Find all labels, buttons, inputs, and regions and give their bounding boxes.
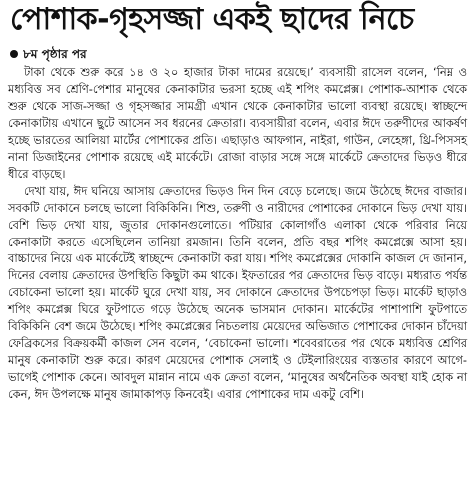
headline: পোশাক-গৃহসজ্জা একই ছাদের নিচে xyxy=(10,2,414,37)
article-paragraph: দেখা যায়, ঈদ ঘনিয়ে আসায় ক্রেতাদের ভিড়ও দিন দিন বেড়ে চলেছে। জমে উঠেছে ঈদের বাজার। সবকটি দোকানে চলছে ভালো বিকিকিনি। শিশু, তরুণী ও নারীদের পোশাকের দোকানে ভিড় দেখা যায়। বেশি ভিড় দেখা যায়, জুতার দোকানগুলোতে। পটিয়ার কোলাগাঁও এলাকা থেকে পরিবার নিয়ে কেনাকাটা করতে এসেছিলেন তানিয়া রমজান। তিনি বলেন, প্রতি বছর শপিং কমপ্লেক্সে আসা হয়। বাচ্চাদের নিয়ে এক মার্কেটেই স্বাচ্ছন্দে কেনাকাটা করা যায়। শপিং কমপ্লেক্সের দোকানি কাজল দে জানান, দিনের বেলায় ক্রেতাদের উপস্থিতি কিছুটা কম থাকে। ইফতারের পর ক্রেতাদের ভিড় বাড়ে। মধ্যরাত পর্যন্ত বেচাকেনা ভালো হয়। মার্কেট ঘুরে দেখা যায়, সব দোকানে ক্রেতাদের উপচেপড়া ভিড়। মার্কেট ছাড়াও শপিং কমপ্লেক্স ঘিরে ফুটপাতে গড়ে উঠেছে অনেক ভাসমান দোকান। মার্কেটের পাশাপাশি ফুটপাতে বিকিকিনি বেশ জমে উঠেছে। শপিং কমপ্লেক্সের নিচতলায় মেয়েদের অভিজাত পোশাকের দোকান চাঁদেয়া ফেব্রিকসের বিক্রয়কর্মী কাজল সেন বলেন, ‘বেচাকেনা ভালো। শবেবরাতের পর থেকে মধ্যবিত্ত শ্রেণির মানুষ কেনাকাটা শুরু করে। কারণ মেয়েদের পোশাক সেলাই ও টেইলারিংয়ের ব্যস্ততার কারণে আগে-ভাগেই পোশাক কেনে। আবদুল মান্নান নামে এক ক্রেতা বলেন, ‘মানুষের অর্থনৈতিক অবস্থা যাই হোক না কেন, ঈদ উপলক্ষে মানুষ জামাকাপড় কিনবেই। এবার পোশাকের দাম একটু বেশি। xyxy=(8,183,467,402)
article-paragraph: টাকা থেকে শুরু করে ১৪ ও ২০ হাজার টাকা দামের রয়েছে।’ ব্যবসায়ী রাসেল বলেন, ‘নিম্ন ও মধ্যবিত্ত সব শ্রেণি-পেশার মানুষের কেনাকাটার ভরসা হচ্ছে এই শপিং কমপ্লেক্স। পোশাক-আশাক থেকে শুরু থেকে সাজ-সজ্জা ও গৃহসজ্জার সামগ্রী এখান থেকে কেনাকাটার ভালো ব্যবস্থা রয়েছে। স্বাচ্ছন্দে কেনাকাটায় এখানে ছুটে আসেন সব ধরনের ক্রেতারা। ব্যবসায়ীরা বলেন, এবার ঈদে তরুণীদের আকর্ষণ হচ্ছে ভারতের আলিয়া মার্টের পোশাকের প্রতি। এছাড়াও আফগান, নাইরা, গাউন, লেহেঙ্গা, থ্রি-পিসসহ নানা ডিজাইনের পোশাক রয়েছে এই মার্কেটে। রোজা বাড়ার সঙ্গে সঙ্গে মার্কেটে ক্রেতাদের ভিড়ও ধীরে ধীরে বাড়ছে। xyxy=(8,65,468,181)
bullet-icon xyxy=(10,50,18,58)
continuation-note xyxy=(10,45,87,63)
article-body xyxy=(8,64,467,403)
continuation-label: ৮ম পৃষ্ঠার পর xyxy=(23,47,87,61)
